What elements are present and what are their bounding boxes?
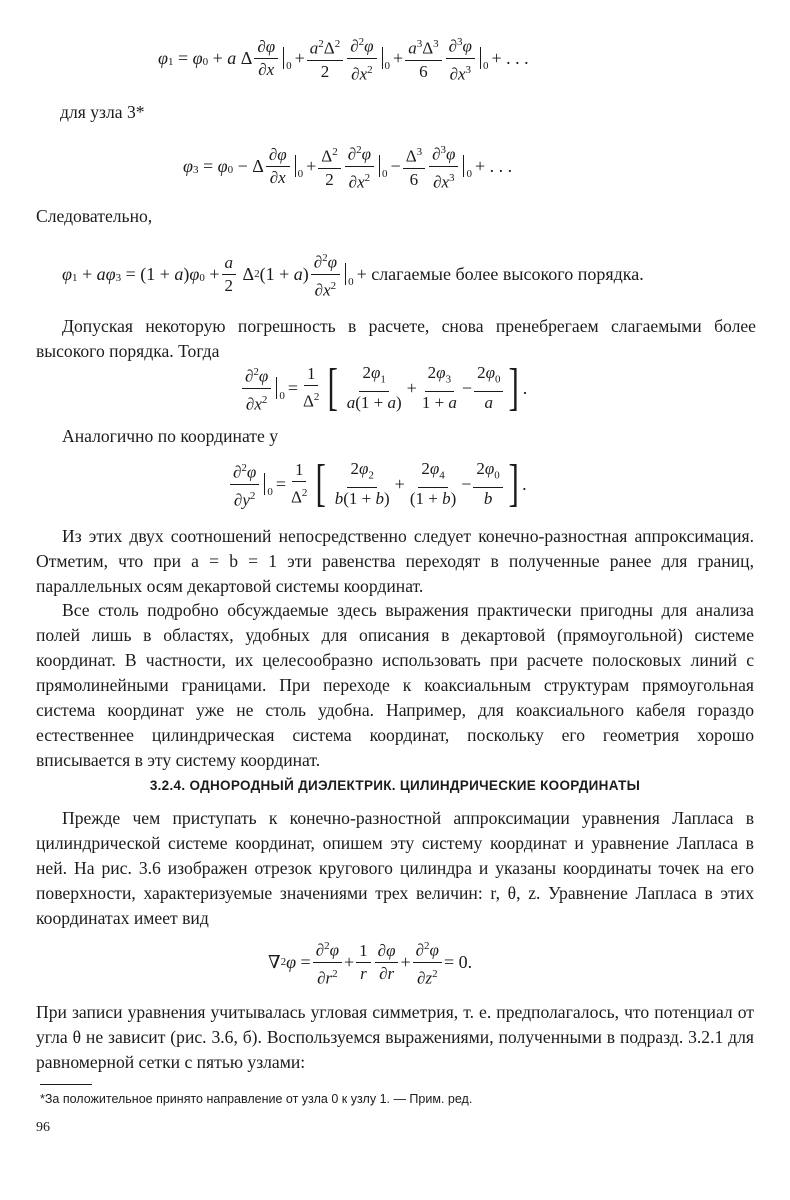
footnote: *За положительное принято направление от узла 0 к узлу 1. — Прим. ред. <box>40 1092 473 1106</box>
equation-phi3-expansion: φ $_3$ = φ $_0$ − Δ ∂φ ∂x 0 + $\Delta^2$ 2 ∂$^2$φ $\partial x^2$ 0 − $\Delta^3$ 6 ∂$^3$φ $\partial x^3$ 0 + . . . <box>183 140 512 192</box>
paragraph-6: При записи уравнения учитывалась угловая симметрия, т. е. предполагалось, что потенциал от угла θ не зависит (рис. 3.6, б). Воспользуемся выражениями, полученными в подразд. 3.2.1 для равномерной сетки с пятью узлами: <box>36 1002 754 1072</box>
equation-laplace-cylindrical: ∇ 2 φ = ∂$^2$φ $\partial r^2$ + 1 r ∂φ ∂r + ∂$^2$φ $\partial z^2$ = 0. <box>268 936 472 988</box>
equation-sum-tail: + слагаемые более высокого порядка. <box>356 263 644 284</box>
node3-label: для узла 3* <box>60 102 145 122</box>
paragraph-3: Из этих двух соотношений непосредственно следует конечно-разностная аппроксимация. Отметим, что при a = b = 1 эти равенства переходят в полученные ранее для границ, параллельных осям декартовой системы координат. <box>36 526 754 596</box>
equation-d2x: ∂$^2$φ $\partial x^2$ 0 = 1 $\Delta^2$ [ $2\varphi_1$ a(1 + a) + $2\varphi_3$ 1 + a − $2\varphi_0$ a ] . <box>240 362 527 414</box>
page-number: 96 <box>36 1120 50 1135</box>
therefore-label: Следовательно, <box>36 206 153 226</box>
footnote-divider <box>40 1084 92 1085</box>
equation-sum: φ $_1$ + aφ $_3$ = (1 + a ) φ $_0$ + a 2 Δ 2 (1 + a ) ∂$^2$φ $\partial x^2$ 0 + слагаемые более высокого порядка. <box>62 248 644 300</box>
paragraph-4: Все столь подробно обсуждаемые здесь выражения практически пригодны для анализа полей лишь в областях, удобных для описания в декартовой (прямоугольной) системе координат. В частности, их целесообразно использовать при расчете полосковых линий с прямолинейными границами. При переходе к коаксиальным структурам прямоугольная система координат уже не столь удобна. Например, для коаксиального кабеля гораздо естественнее цилиндрическая система координат, поскольку его геометрия хорошо вписывается в эту систему координат. <box>36 600 754 770</box>
paragraph-5: Прежде чем приступать к конечно-разностной аппроксимации уравнения Лапласа в цилиндрической системе координат, опишем эту систему координат и уравнение Лапласа в ней. На рис. 3.6 изображен отрезок кругового цилиндра и указаны координаты точек на его поверхности, характеризуемые значениями трех величин: r, θ, z. Уравнение Лапласа в этих координатах имеет вид <box>36 808 754 928</box>
equation-phi1-expansion: φ $_1$ = φ $_0$ + a Δ ∂φ ∂x 0 + $a^2\Delta^2$ 2 ∂$^2$φ $\partial x^2$ 0 + $a^3\Delta^3$ 6 ∂$^3$φ $\partial x^3$ 0 + . . . <box>158 32 529 84</box>
equation-d2y: ∂$^2$φ $\partial y^2$ 0 = 1 $\Delta^2$ [ $2\varphi_2$ b(1 + b) + $2\varphi_4$ (1 + b) − $2\varphi_0$ b ] . <box>228 458 527 510</box>
section-heading: 3.2.4. ОДНОРОДНЫЙ ДИЭЛЕКТРИК. ЦИЛИНДРИЧЕСКИЕ КООРДИНАТЫ <box>149 778 641 793</box>
paragraph-2: Аналогично по координате y <box>62 426 279 446</box>
paragraph-1: Допуская некоторую погрешность в расчете, снова пренебрегаем слагаемыми более высокого порядка. Тогда <box>36 316 756 361</box>
